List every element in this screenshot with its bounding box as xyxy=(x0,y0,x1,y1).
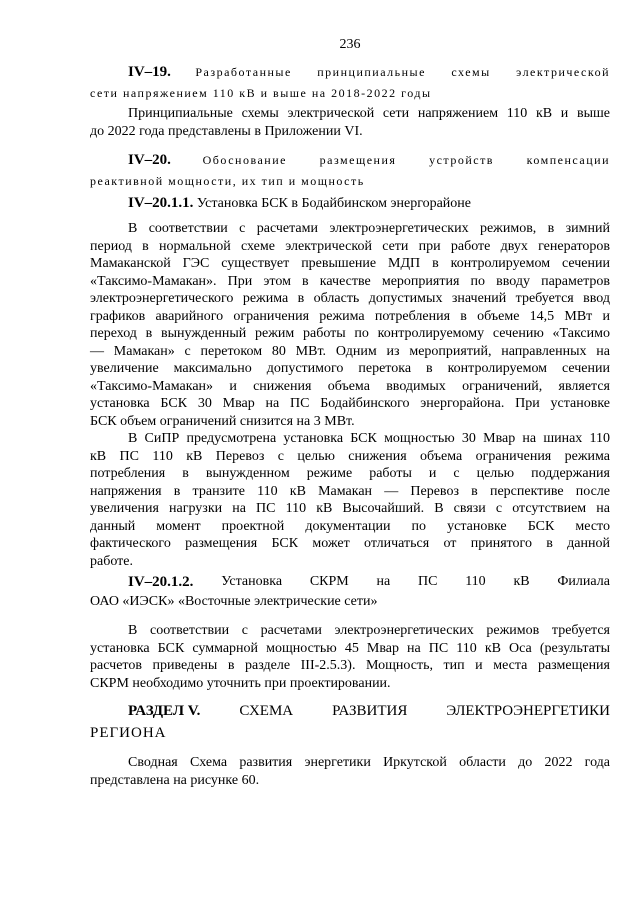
text-line: данный момент проектной документации по установке БСК место xyxy=(90,518,610,534)
paragraph-skrm xyxy=(90,622,610,692)
text-line: напряжения в транзите 110 кВ Мамакан — Перевоз в перспективе после xyxy=(90,483,610,499)
heading-word: СКРМ xyxy=(309,574,349,589)
section-title-word: РАЗВИТИЯ xyxy=(332,703,408,719)
section-v-heading xyxy=(128,700,610,722)
page-number: 236 xyxy=(339,37,361,52)
text-line: увеличения нагрузки на ПС 110 кВ Высочайший. В связи с отсутствием на xyxy=(90,501,610,516)
text-line: расчетов приведены в разделе III-2.5.3). Мощность, тип и места размещения xyxy=(90,658,610,673)
text-line: переход в вынужденный режим работы по контролируемому сечению «Таксимо xyxy=(90,326,610,341)
paragraph-bsk-1 xyxy=(90,220,610,430)
subheading-iv-20-1-1 xyxy=(128,193,471,214)
text-line: установка БСК суммарной мощностью 45 Мвар на ПС 110 кВ Оса (результаты xyxy=(90,640,610,656)
text-line: БСК объем ограничений снизится на 3 МВт. xyxy=(90,413,355,429)
section-title-line-2: РЕГИОНА xyxy=(90,725,167,741)
subheading-number: IV–20.1.1. xyxy=(128,195,194,211)
heading-number: IV–20. xyxy=(128,152,171,168)
heading-line-1: Разработанные принципиальные схемы электрической xyxy=(195,65,610,79)
text-line: увеличение максимально допустимого перетока в контролируемом сечении xyxy=(90,361,610,376)
text-line: работе. xyxy=(90,553,133,569)
heading-word: ПС xyxy=(417,574,438,589)
text-line: Принципиальные схемы электрической сети напряжением 110 кВ и выше xyxy=(128,106,610,121)
heading-word: 110 xyxy=(465,574,486,589)
heading-iv-19 xyxy=(90,62,610,103)
text-line: — Мамакан» с перетоком 80 МВт. Одним из мероприятий, направленных на xyxy=(90,343,610,359)
heading-word: кВ xyxy=(513,574,530,589)
text-line: СКРМ необходимо уточнить при проектировании. xyxy=(90,675,391,691)
text-line: В соответствии с расчетами электроэнергетических режимов, в зимний xyxy=(128,221,610,236)
text-line: установка БСК 30 Мвар на ПС Бодайбинского энергорайона. При установке xyxy=(90,396,610,411)
heading-line-1: Обоснование размещения устройств компенсации xyxy=(202,153,610,167)
section-title-word: ЭЛЕКТРОЭНЕРГЕТИКИ xyxy=(446,703,610,719)
heading-word: Филиала xyxy=(557,574,610,589)
text-line: до 2022 года представлены в Приложении VI. xyxy=(90,123,363,139)
text-line: В соответствии с расчетами электроэнергетических режимов требуется xyxy=(128,623,610,638)
text-line: период в нормальной схеме электрической сети при работе двух генераторов xyxy=(90,238,610,254)
text-line: «Таксимо-Мамакан». При этом в качестве мероприятия по вводу параметров xyxy=(90,273,610,289)
text-line: Сводная Схема развития энергетики Иркутской области до 2022 года xyxy=(128,755,610,770)
paragraph-iv-19 xyxy=(90,105,610,140)
text-line: потребления в вынужденном режиме работы и с целью поддержания xyxy=(90,466,610,481)
text-line: представлена на рисунке 60. xyxy=(90,772,260,788)
paragraph-bsk-2 xyxy=(90,430,610,570)
section-title-word: СХЕМА xyxy=(239,703,294,719)
section-v-heading-line-2 xyxy=(90,722,572,744)
text-line: электроэнергетического режима в область допустимых значений требуется ввод xyxy=(90,291,610,306)
subheading-line-2: ОАО «ИЭСК» «Восточные электрические сети» xyxy=(90,594,378,609)
heading-iv-20 xyxy=(90,150,610,191)
text-line: кВ ПС 110 кВ Перевоз с целью снижения объема ограничения режима xyxy=(90,448,610,464)
heading-word: на xyxy=(376,574,391,589)
heading-number: IV–19. xyxy=(128,64,171,80)
text-line: графиков аварийного ограничения режима потребления в объеме 14,5 МВт и xyxy=(90,308,610,324)
text-line: В СиПР предусмотрена установка БСК мощностью 30 Мвар на шинах 110 xyxy=(128,431,610,446)
text-line: фактического размещения БСК может отличаться от принятого в данной xyxy=(90,536,610,551)
heading-line-2: сети напряжением 110 кВ и выше на 2018-2022 годы xyxy=(90,86,432,100)
heading-word: Установка xyxy=(221,574,283,589)
text-line: «Таксимо-Мамакан» и снижения объема вводимых ограничений, является xyxy=(90,378,610,394)
subheading-number: IV–20.1.2. xyxy=(128,574,194,590)
heading-line-2: реактивной мощности, их тип и мощность xyxy=(90,174,365,188)
text-line: Мамаканской ГЭС существует превышение МДП в контролируемом сечении xyxy=(90,256,610,271)
section-number: РАЗДЕЛ V. xyxy=(128,703,201,719)
subheading-iv-20-1-2 xyxy=(90,572,610,612)
paragraph-section-v xyxy=(90,754,610,789)
subheading-title: Установка БСК в Бодайбинском энергорайоне xyxy=(196,196,471,211)
